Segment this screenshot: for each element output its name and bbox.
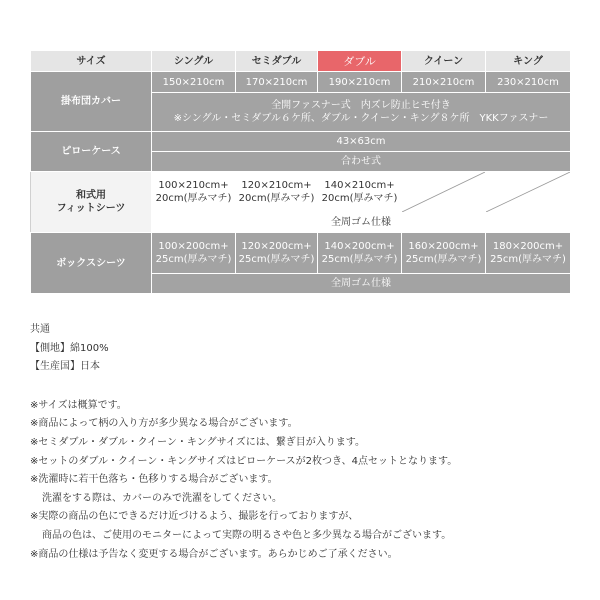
diagonal-slash-icon [486, 172, 570, 212]
box-size-double [318, 233, 402, 274]
table-row-fitted-sizes [31, 172, 571, 213]
notes-spacer [30, 377, 575, 397]
header-queen: クイーン [402, 51, 486, 72]
fitted-single-line1: 100×210cm+ [158, 180, 229, 191]
product-notes [30, 321, 575, 564]
note-item: ※セットのダブル・クイーン・キングサイズはピローケースが2枚つき、4点セットとなります。 [30, 455, 458, 467]
note-item: ※商品によって柄の入り方が多少異なる場合がございます。 [30, 418, 298, 430]
fitted-double-line2: 20cm(厚みマチ) [321, 193, 398, 204]
box-king-line2: 25cm(厚みマチ) [490, 254, 566, 265]
box-spec-cell: 全周ゴム仕様 [152, 274, 571, 294]
comforter-note-cell [152, 93, 571, 132]
size-spec-table [30, 50, 571, 294]
pillow-type-cell: 合わせ式 [152, 152, 571, 172]
comforter-note-line2: ※シングル・セミダブル６ケ所、ダブル・クイーン・キング８ケ所 YKKファスナー [173, 113, 549, 124]
fitted-double-line1: 140×210cm+ [324, 180, 395, 191]
fitted-size-double [318, 172, 402, 213]
fitted-size-semi-double [236, 172, 318, 213]
note-item: 洗濯をする際は、カバーのみで洗濯をしてください。 [42, 492, 282, 504]
fitted-size-single [152, 172, 236, 213]
box-double-line2: 25cm(厚みマチ) [321, 254, 398, 265]
box-semi-double-line2: 25cm(厚みマチ) [238, 254, 315, 265]
comforter-size-king: 230×210cm [486, 72, 571, 93]
fitted-label-line1: 和式用 [76, 190, 106, 201]
fitted-single-line2: 20cm(厚みマチ) [155, 193, 232, 204]
row-label-pillow: ピローケース [31, 132, 152, 172]
header-double-selected: ダブル [318, 51, 402, 72]
row-label-comforter: 掛布団カバー [31, 72, 152, 132]
box-size-king [486, 233, 571, 274]
table-row-box-sizes [31, 233, 571, 274]
box-semi-double-line1: 120×200cm+ [241, 241, 312, 252]
note-item: ※セミダブル・ダブル・クイーン・キングサイズには、繋ぎ目が入ります。 [30, 436, 365, 448]
comforter-size-single: 150×210cm [152, 72, 236, 93]
box-size-queen [402, 233, 486, 274]
notes-origin: 【生産国】日本 [30, 361, 100, 373]
box-size-single [152, 233, 236, 274]
row-label-fitted [31, 172, 152, 233]
note-item: ※サイズは概算です。 [30, 399, 127, 411]
note-item: 商品の色は、ご使用のモニターによって実際の明るさや色と多少異なる場合がございます。 [42, 529, 452, 541]
comforter-size-double: 190×210cm [318, 72, 402, 93]
note-item: ※実際の商品の色にできるだけ近づけるよう、撮影を行っておりますが、 [30, 511, 359, 523]
comforter-size-semi-double: 170×210cm [236, 72, 318, 93]
table-row-pillow-size [31, 132, 571, 152]
header-single: シングル [152, 51, 236, 72]
box-single-line2: 25cm(厚みマチ) [155, 254, 232, 265]
table-row-comforter-sizes [31, 72, 571, 93]
notes-common: 共通 [30, 324, 50, 335]
fitted-size-queen-not-available [402, 172, 486, 213]
notes-fabric: 【側地】綿100% [30, 342, 109, 354]
header-semi-double: セミダブル [236, 51, 318, 72]
fitted-semi-double-line2: 20cm(厚みマチ) [238, 193, 315, 204]
fitted-spec-cell: 全周ゴム仕様 [152, 213, 571, 233]
box-queen-line2: 25cm(厚みマチ) [405, 254, 482, 265]
note-item: ※洗濯時に若干色落ち・色移りする場合がございます。 [30, 474, 278, 486]
table-header-row [31, 51, 571, 72]
header-size: サイズ [31, 51, 152, 72]
box-size-semi-double [236, 233, 318, 274]
fitted-size-king-not-available [486, 172, 571, 213]
comforter-size-queen: 210×210cm [402, 72, 486, 93]
box-single-line1: 100×200cm+ [158, 241, 229, 252]
pillow-size-cell: 43×63cm [152, 132, 571, 152]
header-king: キング [486, 51, 571, 72]
box-king-line1: 180×200cm+ [492, 241, 564, 252]
note-item: ※商品の仕様は予告なく変更する場合がございます。あらかじめご了承ください。 [30, 548, 398, 560]
diagonal-slash-icon [402, 172, 485, 212]
fitted-semi-double-line1: 120×210cm+ [241, 180, 312, 191]
row-label-box: ボックスシーツ [31, 233, 152, 294]
box-double-line1: 140×200cm+ [324, 241, 395, 252]
comforter-note-line1: 全開ファスナー式 内ズレ防止ヒモ付き [271, 100, 451, 111]
fitted-label-line2: フィットシーツ [56, 203, 126, 214]
box-queen-line1: 160×200cm+ [408, 241, 479, 252]
